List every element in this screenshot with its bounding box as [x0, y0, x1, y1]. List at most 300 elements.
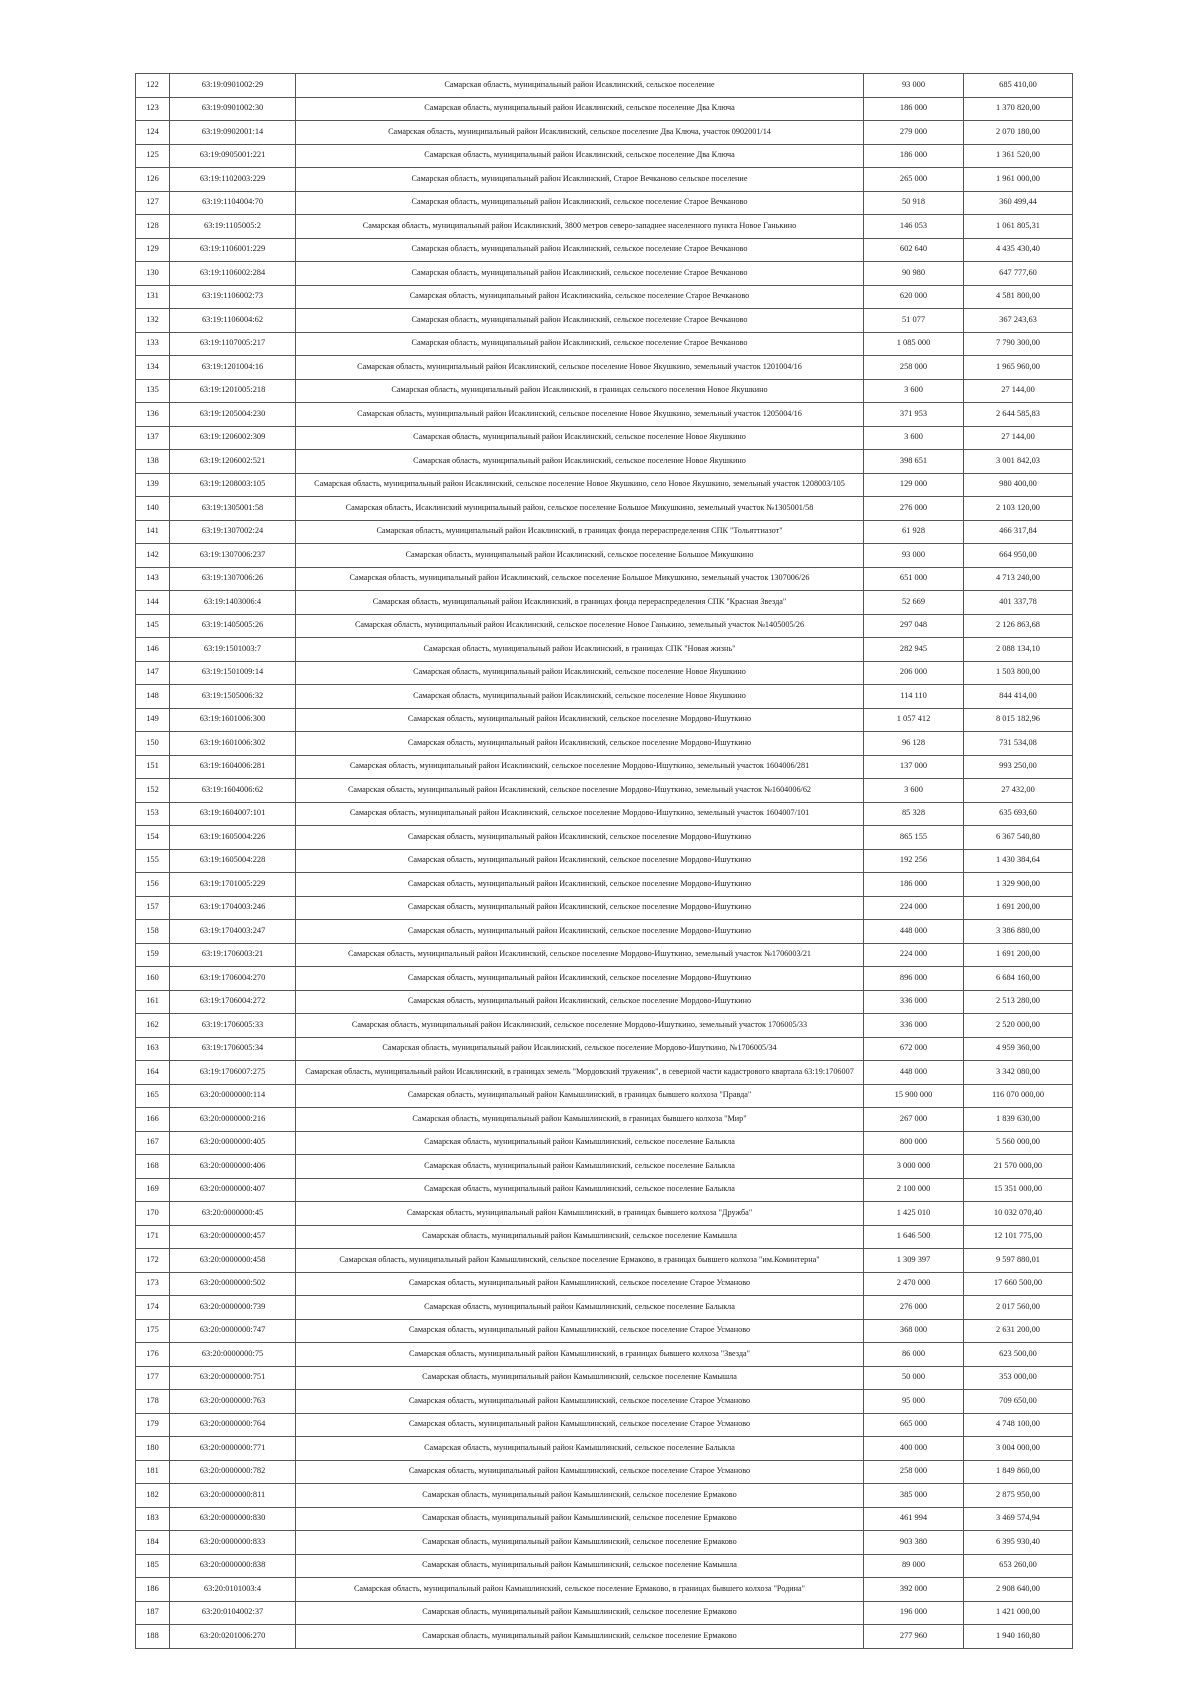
- address-cell: Самарская область, муниципальный район Исаклинский, сельское поселение Новое Якушкино: [296, 450, 864, 474]
- table-row: [136, 1460, 1073, 1484]
- cadastral-number-cell: 63:19:1706003:21: [170, 943, 296, 967]
- area-cell: 672 000: [864, 1037, 964, 1061]
- cadastral-value-cell: 401 337,78: [964, 591, 1073, 615]
- row-number-cell: 149: [136, 708, 170, 732]
- table-row: [136, 191, 1073, 215]
- area-cell: 392 000: [864, 1578, 964, 1602]
- address-cell: Самарская область, муниципальный район Исаклинский, сельское поселение Два Ключа, участок 0902001/14: [296, 121, 864, 145]
- cadastral-number-cell: 63:19:1307006:26: [170, 567, 296, 591]
- row-number-cell: 126: [136, 168, 170, 192]
- area-cell: 146 053: [864, 215, 964, 239]
- address-cell: Самарская область, муниципальный район Исаклинский, сельское поселение Старое Вечканово: [296, 309, 864, 333]
- cadastral-value-cell: 2 088 134,10: [964, 638, 1073, 662]
- area-cell: 224 000: [864, 896, 964, 920]
- row-number-cell: 163: [136, 1037, 170, 1061]
- cadastral-value-cell: 8 015 182,96: [964, 708, 1073, 732]
- table-row: [136, 1554, 1073, 1578]
- table-row: [136, 1413, 1073, 1437]
- table-row: [136, 685, 1073, 709]
- cadastral-value-cell: 2 631 200,00: [964, 1319, 1073, 1343]
- area-cell: 85 328: [864, 802, 964, 826]
- row-number-cell: 176: [136, 1343, 170, 1367]
- area-cell: 93 000: [864, 544, 964, 568]
- area-cell: 1 057 412: [864, 708, 964, 732]
- row-number-cell: 161: [136, 990, 170, 1014]
- table-row: [136, 97, 1073, 121]
- address-cell: Самарская область, муниципальный район Исаклинский, сельское поселение Большое Микушкино: [296, 544, 864, 568]
- cadastral-number-cell: 63:19:1107005:217: [170, 332, 296, 356]
- area-cell: 276 000: [864, 497, 964, 521]
- address-cell: Самарская область, муниципальный район Исаклинский, сельское поселение Новое Якушкино, село Новое Якушкино, земельный участок 1208003/105: [296, 473, 864, 497]
- area-cell: 651 000: [864, 567, 964, 591]
- row-number-cell: 160: [136, 967, 170, 991]
- address-cell: Самарская область, муниципальный район Камышлинский, сельское поселение Ермаково: [296, 1531, 864, 1555]
- area-cell: 282 945: [864, 638, 964, 662]
- area-cell: 371 953: [864, 403, 964, 427]
- area-cell: 129 000: [864, 473, 964, 497]
- address-cell: Самарская область, муниципальный район Исаклинский, 3800 метров северо-западнее населенного пункта Новое Ганькино: [296, 215, 864, 239]
- cadastral-number-cell: 63:19:1601006:302: [170, 732, 296, 756]
- cadastral-value-cell: 5 560 000,00: [964, 1131, 1073, 1155]
- address-cell: Самарская область, муниципальный район Камышлинский, сельское поселение Старое Усманово: [296, 1272, 864, 1296]
- cadastral-value-cell: 6 395 930,40: [964, 1531, 1073, 1555]
- cadastral-number-cell: 63:19:1106002:73: [170, 285, 296, 309]
- table-row: [136, 1437, 1073, 1461]
- row-number-cell: 179: [136, 1413, 170, 1437]
- table-row: [136, 1319, 1073, 1343]
- cadastral-number-cell: 63:20:0000000:811: [170, 1484, 296, 1508]
- table-row: [136, 873, 1073, 897]
- area-cell: 224 000: [864, 943, 964, 967]
- table-row: [136, 238, 1073, 262]
- cadastral-number-cell: 63:20:0000000:406: [170, 1155, 296, 1179]
- area-cell: 258 000: [864, 1460, 964, 1484]
- cadastral-number-cell: 63:19:1605004:228: [170, 849, 296, 873]
- cadastral-number-cell: 63:19:1605004:226: [170, 826, 296, 850]
- row-number-cell: 186: [136, 1578, 170, 1602]
- table-row: [136, 896, 1073, 920]
- cadastral-number-cell: 63:19:1307006:237: [170, 544, 296, 568]
- row-number-cell: 128: [136, 215, 170, 239]
- cadastral-value-cell: 2 017 560,00: [964, 1296, 1073, 1320]
- address-cell: Самарская область, муниципальный район Исаклинский, сельское поселение Мордово-Ишуткино, земельный участок 1604007/101: [296, 802, 864, 826]
- cadastral-number-cell: 63:19:0901002:29: [170, 74, 296, 98]
- area-cell: 1 425 010: [864, 1202, 964, 1226]
- area-cell: 265 000: [864, 168, 964, 192]
- cadastral-value-cell: 731 534,08: [964, 732, 1073, 756]
- cadastral-number-cell: 63:20:0000000:739: [170, 1296, 296, 1320]
- address-cell: Самарская область, муниципальный район Исаклинский, сельское поселение Два Ключа: [296, 97, 864, 121]
- area-cell: 297 048: [864, 614, 964, 638]
- cadastral-value-cell: 116 070 000,00: [964, 1084, 1073, 1108]
- table-row: [136, 755, 1073, 779]
- row-number-cell: 182: [136, 1484, 170, 1508]
- row-number-cell: 131: [136, 285, 170, 309]
- cadastral-number-cell: 63:20:0000000:458: [170, 1249, 296, 1273]
- area-cell: 206 000: [864, 661, 964, 685]
- cadastral-number-cell: 63:19:1106001:229: [170, 238, 296, 262]
- cadastral-value-cell: 6 684 160,00: [964, 967, 1073, 991]
- area-cell: 61 928: [864, 520, 964, 544]
- area-cell: 3 600: [864, 426, 964, 450]
- cadastral-number-cell: 63:19:1201005:218: [170, 379, 296, 403]
- table-row: [136, 614, 1073, 638]
- cadastral-value-cell: 1 849 860,00: [964, 1460, 1073, 1484]
- cadastral-value-cell: 635 693,60: [964, 802, 1073, 826]
- area-cell: 865 155: [864, 826, 964, 850]
- table-row: [136, 567, 1073, 591]
- table-row: [136, 1014, 1073, 1038]
- table-row: [136, 1178, 1073, 1202]
- cadastral-number-cell: 63:19:1701005:229: [170, 873, 296, 897]
- address-cell: Самарская область, муниципальный район Камышлинский, сельское поселение Ермаково: [296, 1625, 864, 1649]
- address-cell: Самарская область, муниципальный район Камышлинский, сельское поселение Ермаково: [296, 1601, 864, 1625]
- area-cell: 93 000: [864, 74, 964, 98]
- cadastral-number-cell: 63:19:1704003:246: [170, 896, 296, 920]
- cadastral-number-cell: 63:19:1706005:34: [170, 1037, 296, 1061]
- cadastral-value-cell: 27 144,00: [964, 426, 1073, 450]
- cadastral-number-cell: 63:20:0101003:4: [170, 1578, 296, 1602]
- address-cell: Самарская область, муниципальный район Камышлинский, в границах бывшего колхоза "Звезда": [296, 1343, 864, 1367]
- address-cell: Самарская область, муниципальный район Исаклинский, сельское поселение Новое Якушкино, земельный участок 1205004/16: [296, 403, 864, 427]
- row-number-cell: 167: [136, 1131, 170, 1155]
- row-number-cell: 123: [136, 97, 170, 121]
- row-number-cell: 162: [136, 1014, 170, 1038]
- row-number-cell: 127: [136, 191, 170, 215]
- address-cell: Самарская область, муниципальный район Исаклинскийа, сельское поселение Старое Вечканово: [296, 285, 864, 309]
- row-number-cell: 174: [136, 1296, 170, 1320]
- area-cell: 448 000: [864, 1061, 964, 1085]
- table-row: [136, 779, 1073, 803]
- cadastral-value-cell: 685 410,00: [964, 74, 1073, 98]
- cadastral-number-cell: 63:19:1501009:14: [170, 661, 296, 685]
- row-number-cell: 180: [136, 1437, 170, 1461]
- area-cell: 277 960: [864, 1625, 964, 1649]
- cadastral-value-cell: 10 032 070,40: [964, 1202, 1073, 1226]
- address-cell: Самарская область, муниципальный район Исаклинский, сельское поселение Новое Якушкино: [296, 685, 864, 709]
- address-cell: Самарская область, муниципальный район Исаклинский, сельское поселение Два Ключа: [296, 144, 864, 168]
- table-row: [136, 661, 1073, 685]
- table-row: [136, 497, 1073, 521]
- row-number-cell: 136: [136, 403, 170, 427]
- cadastral-number-cell: 63:20:0000000:502: [170, 1272, 296, 1296]
- table-row: [136, 379, 1073, 403]
- table-row: [136, 708, 1073, 732]
- cadastral-number-cell: 63:19:1206002:309: [170, 426, 296, 450]
- cadastral-number-cell: 63:19:1604007:101: [170, 802, 296, 826]
- area-cell: 3 600: [864, 779, 964, 803]
- row-number-cell: 144: [136, 591, 170, 615]
- row-number-cell: 141: [136, 520, 170, 544]
- table-row: [136, 1037, 1073, 1061]
- table-row: [136, 262, 1073, 286]
- address-cell: Самарская область, муниципальный район Исаклинский, сельское поселение Старое Вечканово: [296, 191, 864, 215]
- address-cell: Самарская область, муниципальный район Камышлинский, в границах бывшего колхоза "Дружба": [296, 1202, 864, 1226]
- cadastral-number-cell: 63:20:0000000:747: [170, 1319, 296, 1343]
- address-cell: Самарская область, муниципальный район Исаклинский, сельское поселение Мордово-Ишуткино, земельный участок №1706003/21: [296, 943, 864, 967]
- row-number-cell: 157: [136, 896, 170, 920]
- row-number-cell: 142: [136, 544, 170, 568]
- area-cell: 368 000: [864, 1319, 964, 1343]
- address-cell: Самарская область, муниципальный район Камышлинский, сельское поселение Балыкла: [296, 1178, 864, 1202]
- row-number-cell: 175: [136, 1319, 170, 1343]
- address-cell: Самарская область, муниципальный район Исаклинский, сельское поселение Новое Якушкино: [296, 426, 864, 450]
- table-row: [136, 1531, 1073, 1555]
- area-cell: 1 309 397: [864, 1249, 964, 1273]
- table-row: [136, 591, 1073, 615]
- address-cell: Самарская область, муниципальный район Исаклинский, сельское поселение Большое Микушкино, земельный участок 1307006/26: [296, 567, 864, 591]
- area-cell: 602 640: [864, 238, 964, 262]
- cadastral-number-cell: 63:19:1104004:70: [170, 191, 296, 215]
- cadastral-number-cell: 63:19:1706004:270: [170, 967, 296, 991]
- cadastral-value-cell: 3 386 880,00: [964, 920, 1073, 944]
- address-cell: Самарская область, муниципальный район Исаклинский, в границах фонда перераспределения СПК "Тольяттиазот": [296, 520, 864, 544]
- row-number-cell: 124: [136, 121, 170, 145]
- address-cell: Самарская область, муниципальный район Исаклинский, сельское поселение Мордово-Ишуткино: [296, 732, 864, 756]
- address-cell: Самарская область, муниципальный район Исаклинский, сельское поселение Новое Якушкино, земельный участок 1201004/16: [296, 356, 864, 380]
- area-cell: 51 077: [864, 309, 964, 333]
- address-cell: Самарская область, муниципальный район Исаклинский, сельское поселение Мордово-Ишуткино: [296, 873, 864, 897]
- area-cell: 186 000: [864, 97, 964, 121]
- cadastral-number-cell: 63:19:1208003:105: [170, 473, 296, 497]
- row-number-cell: 151: [136, 755, 170, 779]
- table-row: [136, 1155, 1073, 1179]
- table-row: [136, 990, 1073, 1014]
- table-row: [136, 1108, 1073, 1132]
- address-cell: Самарская область, муниципальный район Исаклинский, сельское поселение Мордово-Ишуткино: [296, 826, 864, 850]
- table-row: [136, 1484, 1073, 1508]
- table-row: [136, 215, 1073, 239]
- row-number-cell: 130: [136, 262, 170, 286]
- row-number-cell: 134: [136, 356, 170, 380]
- row-number-cell: 150: [136, 732, 170, 756]
- address-cell: Самарская область, муниципальный район Исаклинский, сельское поселение Мордово-Ишуткино, №1706005/34: [296, 1037, 864, 1061]
- address-cell: Самарская область, муниципальный район Исаклинский, сельское поселение Новое Якушкино: [296, 661, 864, 685]
- address-cell: Самарская область, муниципальный район Исаклинский, сельское поселение Мордово-Ишуткино: [296, 967, 864, 991]
- address-cell: Самарская область, муниципальный район Исаклинский, в границах земель "Мордовский труженик", в северной части кадастрового квартала 63:19:1706007: [296, 1061, 864, 1085]
- cadastral-value-cell: 2 126 863,68: [964, 614, 1073, 638]
- cadastral-value-cell: 1 361 520,00: [964, 144, 1073, 168]
- cadastral-number-cell: 63:19:0901002:30: [170, 97, 296, 121]
- area-cell: 50 918: [864, 191, 964, 215]
- cadastral-number-cell: 63:19:1106004:62: [170, 309, 296, 333]
- address-cell: Самарская область, муниципальный район Исаклинский, сельское поселение Мордово-Ишуткино, земельный участок 1604006/281: [296, 755, 864, 779]
- row-number-cell: 171: [136, 1225, 170, 1249]
- cadastral-value-cell: 2 875 950,00: [964, 1484, 1073, 1508]
- area-cell: 336 000: [864, 1014, 964, 1038]
- row-number-cell: 139: [136, 473, 170, 497]
- cadastral-value-cell: 27 144,00: [964, 379, 1073, 403]
- cadastral-number-cell: 63:19:1604006:281: [170, 755, 296, 779]
- table-row: [136, 332, 1073, 356]
- address-cell: Самарская область, муниципальный район Исаклинский, сельское поселение Мордово-Ишуткино: [296, 920, 864, 944]
- area-cell: 90 980: [864, 262, 964, 286]
- cadastral-value-cell: 1 940 160,80: [964, 1625, 1073, 1649]
- cadastral-number-cell: 63:19:0905001:221: [170, 144, 296, 168]
- table-row: [136, 1296, 1073, 1320]
- cadastral-value-cell: 2 103 120,00: [964, 497, 1073, 521]
- area-cell: 896 000: [864, 967, 964, 991]
- area-cell: 1 085 000: [864, 332, 964, 356]
- cadastral-value-cell: 367 243,63: [964, 309, 1073, 333]
- address-cell: Самарская область, муниципальный район Камышлинский, сельское поселение Старое Усманово: [296, 1460, 864, 1484]
- cadastral-number-cell: 63:19:1201004:16: [170, 356, 296, 380]
- cadastral-value-cell: 17 660 500,00: [964, 1272, 1073, 1296]
- table-row: [136, 943, 1073, 967]
- address-cell: Самарская область, муниципальный район Исаклинский, в границах СПК "Новая жизнь": [296, 638, 864, 662]
- table-row: [136, 920, 1073, 944]
- cadastral-number-cell: 63:20:0000000:838: [170, 1554, 296, 1578]
- cadastral-number-cell: 63:19:1706004:272: [170, 990, 296, 1014]
- area-cell: 52 669: [864, 591, 964, 615]
- cadastral-number-cell: 63:20:0000000:764: [170, 1413, 296, 1437]
- address-cell: Самарская область, муниципальный район Исаклинский, Старое Вечканово сельское поселение: [296, 168, 864, 192]
- cadastral-value-cell: 21 570 000,00: [964, 1155, 1073, 1179]
- table-row: [136, 826, 1073, 850]
- area-cell: 15 900 000: [864, 1084, 964, 1108]
- address-cell: Самарская область, муниципальный район Камышлинский, сельское поселение Ермаково, в границах бывшего колхоза "Родина": [296, 1578, 864, 1602]
- cadastral-value-cell: 353 000,00: [964, 1366, 1073, 1390]
- row-number-cell: 158: [136, 920, 170, 944]
- address-cell: Самарская область, муниципальный район Камышлинский, сельское поселение Балыкла: [296, 1296, 864, 1320]
- row-number-cell: 170: [136, 1202, 170, 1226]
- address-cell: Самарская область, муниципальный район Камышлинский, сельское поселение Балыкла: [296, 1155, 864, 1179]
- cadastral-value-cell: 4 748 100,00: [964, 1413, 1073, 1437]
- cadastral-number-cell: 63:20:0000000:833: [170, 1531, 296, 1555]
- cadastral-value-cell: 623 500,00: [964, 1343, 1073, 1367]
- cadastral-value-cell: 1 961 000,00: [964, 168, 1073, 192]
- table-row: [136, 1343, 1073, 1367]
- row-number-cell: 152: [136, 779, 170, 803]
- table-row: [136, 144, 1073, 168]
- row-number-cell: 133: [136, 332, 170, 356]
- cadastral-value-cell: 360 499,44: [964, 191, 1073, 215]
- table-row: [136, 450, 1073, 474]
- cadastral-number-cell: 63:19:1601006:300: [170, 708, 296, 732]
- cadastral-number-cell: 63:20:0000000:763: [170, 1390, 296, 1414]
- cadastral-number-cell: 63:19:1305001:58: [170, 497, 296, 521]
- row-number-cell: 135: [136, 379, 170, 403]
- table-row: [136, 426, 1073, 450]
- table-row: [136, 473, 1073, 497]
- table-row: [136, 849, 1073, 873]
- cadastral-value-cell: 1 965 960,00: [964, 356, 1073, 380]
- address-cell: Самарская область, муниципальный район Исаклинский, сельское поселение Мордово-Ишуткино, земельный участок 1706005/33: [296, 1014, 864, 1038]
- row-number-cell: 172: [136, 1249, 170, 1273]
- cadastral-number-cell: 63:19:1704003:247: [170, 920, 296, 944]
- table-row: [136, 403, 1073, 427]
- area-cell: 95 000: [864, 1390, 964, 1414]
- table-body: [136, 74, 1073, 1649]
- row-number-cell: 154: [136, 826, 170, 850]
- cadastral-number-cell: 63:19:1105005:2: [170, 215, 296, 239]
- cadastral-value-cell: 7 790 300,00: [964, 332, 1073, 356]
- area-cell: 114 110: [864, 685, 964, 709]
- address-cell: Самарская область, муниципальный район Исаклинский, в границах фонда перераспределения СПК "Красная Звезда": [296, 591, 864, 615]
- table-row: [136, 967, 1073, 991]
- area-cell: 1 646 500: [864, 1225, 964, 1249]
- area-cell: 186 000: [864, 144, 964, 168]
- row-number-cell: 156: [136, 873, 170, 897]
- cadastral-value-cell: 1 691 200,00: [964, 896, 1073, 920]
- cadastral-number-cell: 63:20:0000000:216: [170, 1108, 296, 1132]
- row-number-cell: 168: [136, 1155, 170, 1179]
- area-cell: 196 000: [864, 1601, 964, 1625]
- cadastral-value-cell: 1 421 000,00: [964, 1601, 1073, 1625]
- cadastral-value-cell: 9 597 880,01: [964, 1249, 1073, 1273]
- address-cell: Самарская область, муниципальный район Камышлинский, сельское поселение Старое Усманово: [296, 1390, 864, 1414]
- address-cell: Самарская область, муниципальный район Камышлинский, сельское поселение Камышла: [296, 1554, 864, 1578]
- row-number-cell: 188: [136, 1625, 170, 1649]
- area-cell: 400 000: [864, 1437, 964, 1461]
- table-row: [136, 1202, 1073, 1226]
- table-row: [136, 74, 1073, 98]
- table-row: [136, 309, 1073, 333]
- cadastral-number-cell: 63:19:1501003:7: [170, 638, 296, 662]
- table-row: [136, 544, 1073, 568]
- table-row: [136, 1131, 1073, 1155]
- row-number-cell: 183: [136, 1507, 170, 1531]
- area-cell: 448 000: [864, 920, 964, 944]
- address-cell: Самарская область, муниципальный район Камышлинский, сельское поселение Камышла: [296, 1225, 864, 1249]
- area-cell: 96 128: [864, 732, 964, 756]
- area-cell: 620 000: [864, 285, 964, 309]
- address-cell: Самарская область, муниципальный район Камышлинский, сельское поселение Ермаково: [296, 1507, 864, 1531]
- area-cell: 267 000: [864, 1108, 964, 1132]
- cadastral-number-cell: 63:20:0104002:37: [170, 1601, 296, 1625]
- table-row: [136, 1601, 1073, 1625]
- address-cell: Самарская область, муниципальный район Камышлинский, сельское поселение Ермаково: [296, 1484, 864, 1508]
- address-cell: Самарская область, муниципальный район Камышлинский, сельское поселение Старое Усманово: [296, 1413, 864, 1437]
- cadastral-number-cell: 63:19:1106002:284: [170, 262, 296, 286]
- cadastral-number-cell: 63:19:1604006:62: [170, 779, 296, 803]
- area-cell: 258 000: [864, 356, 964, 380]
- table-row: [136, 732, 1073, 756]
- area-cell: 192 256: [864, 849, 964, 873]
- cadastral-value-cell: 4 581 800,00: [964, 285, 1073, 309]
- cadastral-number-cell: 63:20:0000000:45: [170, 1202, 296, 1226]
- cadastral-number-cell: 63:20:0000000:75: [170, 1343, 296, 1367]
- cadastral-value-cell: 709 650,00: [964, 1390, 1073, 1414]
- cadastral-value-cell: 1 329 900,00: [964, 873, 1073, 897]
- row-number-cell: 169: [136, 1178, 170, 1202]
- cadastral-value-cell: 653 260,00: [964, 1554, 1073, 1578]
- row-number-cell: 184: [136, 1531, 170, 1555]
- row-number-cell: 140: [136, 497, 170, 521]
- row-number-cell: 177: [136, 1366, 170, 1390]
- row-number-cell: 125: [136, 144, 170, 168]
- address-cell: Самарская область, муниципальный район Исаклинский, сельское поселение Мордово-Ишуткино: [296, 990, 864, 1014]
- cadastral-number-cell: 63:19:1403006:4: [170, 591, 296, 615]
- area-cell: 3 000 000: [864, 1155, 964, 1179]
- cadastral-value-cell: 2 644 585,83: [964, 403, 1073, 427]
- area-cell: 385 000: [864, 1484, 964, 1508]
- row-number-cell: 146: [136, 638, 170, 662]
- address-cell: Самарская область, муниципальный район Исаклинский, сельское поселение Мордово-Ишуткино, земельный участок №1604006/62: [296, 779, 864, 803]
- area-cell: 903 380: [864, 1531, 964, 1555]
- address-cell: Самарская область, муниципальный район Исаклинский, сельское поселение Мордово-Ишуткино: [296, 708, 864, 732]
- address-cell: Самарская область, муниципальный район Исаклинский, сельское поселение Новое Ганькино, земельный участок №1405005/26: [296, 614, 864, 638]
- cadastral-value-cell: 2 520 000,00: [964, 1014, 1073, 1038]
- address-cell: Самарская область, муниципальный район Камышлинский, сельское поселение Балыкла: [296, 1437, 864, 1461]
- row-number-cell: 153: [136, 802, 170, 826]
- cadastral-number-cell: 63:20:0000000:114: [170, 1084, 296, 1108]
- row-number-cell: 164: [136, 1061, 170, 1085]
- cadastral-value-cell: 6 367 540,80: [964, 826, 1073, 850]
- row-number-cell: 187: [136, 1601, 170, 1625]
- cadastral-number-cell: 63:19:1205004:230: [170, 403, 296, 427]
- row-number-cell: 138: [136, 450, 170, 474]
